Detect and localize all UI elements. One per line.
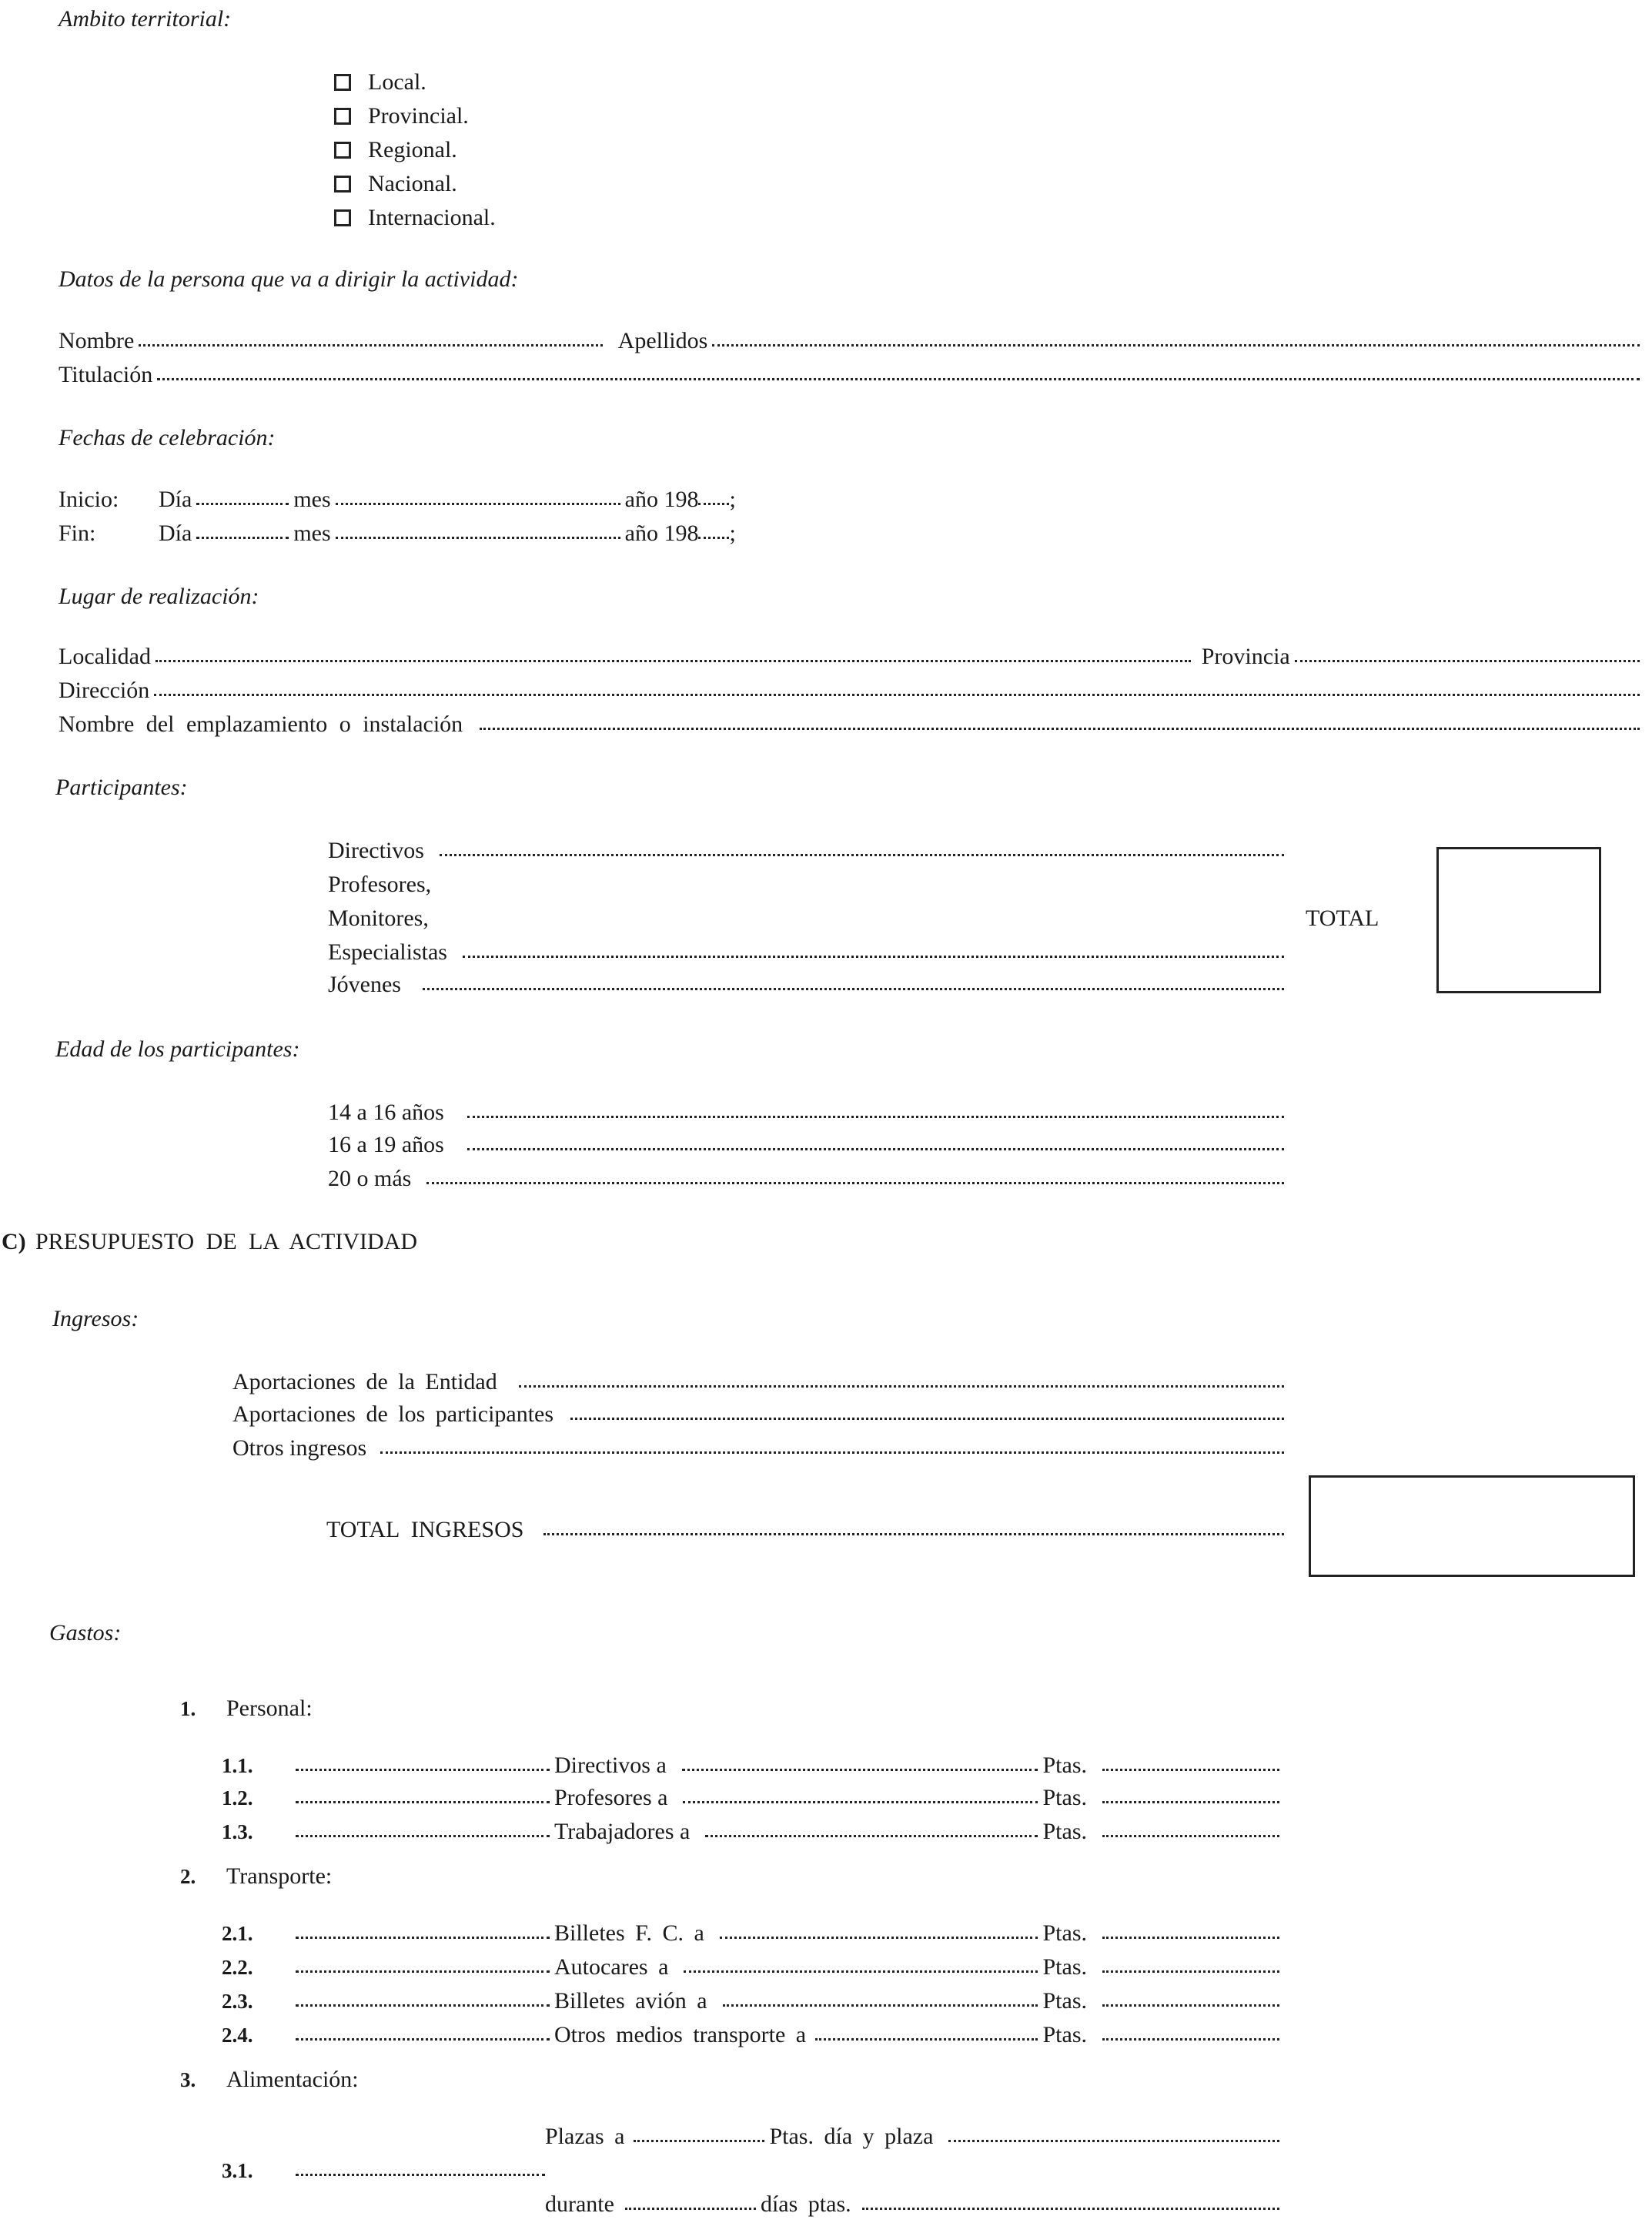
edad-field[interactable] <box>467 1148 1284 1150</box>
gasto-label: Profesores a <box>554 1785 668 1810</box>
gasto-label: Directivos a <box>554 1753 667 1778</box>
jovenes-label: Jóvenes <box>328 972 401 997</box>
especialistas-field[interactable] <box>463 956 1284 958</box>
fin-label: Fin: <box>59 521 96 546</box>
gasto-row <box>222 1819 1284 1845</box>
participantes-heading: Participantes: <box>55 775 188 800</box>
checkbox-icon[interactable] <box>334 108 351 125</box>
total-ingresos-row <box>326 1517 1289 1543</box>
especialistas-row <box>328 939 1289 966</box>
gasto-row <box>222 2022 1284 2048</box>
edad-field[interactable] <box>426 1182 1284 1184</box>
jovenes-row <box>328 972 1289 998</box>
ingreso-field[interactable] <box>380 1451 1284 1454</box>
localidad-field[interactable] <box>156 660 1191 662</box>
localidad-row <box>59 644 1644 670</box>
director-heading: Datos de la persona que va a dirigir la actividad: <box>59 266 519 292</box>
titulacion-row <box>59 362 1644 388</box>
alimentacion-title: Alimentación: <box>226 2067 359 2092</box>
directivos-field[interactable] <box>440 854 1284 856</box>
alimentacion-plazas-row <box>545 2124 1284 2150</box>
edad-row <box>328 1132 1289 1158</box>
gasto-row <box>222 1920 1284 1947</box>
ingreso-label: Otros ingresos <box>232 1435 367 1461</box>
ptas-label: Ptas. <box>1042 1819 1087 1844</box>
gasto-qty-field[interactable] <box>296 2004 550 2007</box>
direccion-label: Dirección <box>59 678 150 703</box>
gasto-row <box>222 1954 1284 1980</box>
especialistas-label: Especialistas <box>328 939 447 965</box>
gasto-label: Autocares a <box>554 1954 669 1980</box>
fin-dia-field[interactable] <box>196 537 289 539</box>
provincia-label: Provincia <box>1201 644 1290 669</box>
gasto-label: Billetes F. C. a <box>554 1920 704 1946</box>
edad-heading: Edad de los participantes: <box>55 1036 300 1062</box>
jovenes-field[interactable] <box>423 988 1284 990</box>
section-title: PRESUPUESTO DE LA ACTIVIDAD <box>35 1229 417 1254</box>
gasto-total-field[interactable] <box>1102 1769 1279 1771</box>
total-ingresos-box[interactable] <box>1309 1475 1635 1577</box>
edad-row <box>328 1100 1289 1126</box>
gasto-total-field[interactable] <box>1102 1801 1279 1803</box>
mes-label: mes <box>293 521 331 546</box>
titulacion-field[interactable] <box>157 378 1640 380</box>
nombre-field[interactable] <box>139 344 602 347</box>
ambito-option-local[interactable]: Local. <box>334 69 426 95</box>
ambito-heading: Ambito territorial: <box>59 6 232 32</box>
participantes-total-label: TOTAL <box>1306 906 1379 931</box>
alimentacion-qty-field[interactable] <box>296 2174 545 2176</box>
direccion-row <box>59 678 1644 704</box>
ambito-option-internacional[interactable]: Internacional. <box>334 205 496 231</box>
dia-label: Día <box>159 487 192 512</box>
gasto-label: Billetes avión a <box>554 1988 707 2014</box>
fecha-fin-row: Fin: Día mes año 198 ; <box>59 521 736 546</box>
section-c-heading <box>2 1229 417 1255</box>
transporte-heading <box>180 1863 332 1890</box>
gasto-row <box>222 1785 1284 1811</box>
section-letter: C) <box>2 1229 26 1254</box>
gasto-price-field[interactable] <box>815 2038 1038 2041</box>
gasto-total-field[interactable] <box>1102 2004 1279 2007</box>
edad-field[interactable] <box>467 1116 1284 1118</box>
ingreso-row <box>232 1435 1289 1461</box>
alimentacion-item-row <box>222 2159 545 2183</box>
ambito-option-regional[interactable]: Regional. <box>334 137 457 163</box>
inicio-dia-field[interactable] <box>196 503 289 505</box>
nombre-label: Nombre <box>59 328 135 353</box>
edad-row <box>328 1166 1289 1192</box>
ingreso-field[interactable] <box>519 1385 1284 1388</box>
provincia-field[interactable] <box>1295 660 1640 662</box>
inicio-ano-field[interactable] <box>698 503 729 505</box>
ptas-label: Ptas. <box>1042 2022 1087 2047</box>
fechas-heading: Fechas de celebración: <box>59 425 276 450</box>
ptas-dia-label: Ptas. día y plaza <box>769 2124 934 2149</box>
edad-label: 14 a 16 años <box>328 1100 444 1125</box>
gasto-qty-field[interactable] <box>296 2038 550 2041</box>
gasto-num: 2.4. <box>222 2024 253 2047</box>
localidad-label: Localidad <box>59 644 151 669</box>
ano-label: año 198 <box>624 487 699 512</box>
dias-ptas-label: días ptas. <box>760 2191 851 2217</box>
direccion-field[interactable] <box>154 694 1640 696</box>
personal-title: Personal: <box>226 1696 313 1721</box>
total-ingresos-label: TOTAL INGRESOS <box>326 1517 524 1542</box>
ptas-label: Ptas. <box>1042 1988 1087 2014</box>
durante-label: durante <box>545 2191 614 2217</box>
inicio-mes-field[interactable] <box>336 503 620 505</box>
directivos-row <box>328 838 1289 864</box>
gasto-qty-field[interactable] <box>296 1801 550 1803</box>
gasto-num: 2.2. <box>222 1956 253 1979</box>
edad-label: 16 a 19 años <box>328 1132 444 1157</box>
gasto-price-field[interactable] <box>723 2004 1038 2007</box>
gasto-qty-field[interactable] <box>296 1937 550 1939</box>
fecha-inicio-row: Inicio: Día mes año 198 ; <box>59 487 736 512</box>
ingresos-heading: Ingresos: <box>52 1306 139 1331</box>
gasto-num: 1.2. <box>222 1786 253 1810</box>
gasto-row <box>222 1988 1284 2014</box>
ingreso-label: Aportaciones de la Entidad <box>232 1369 497 1394</box>
director-name-row <box>59 328 1644 354</box>
monitores-label: Monitores, <box>328 906 429 931</box>
total-ingresos-field[interactable] <box>543 1533 1284 1535</box>
gasto-num: 3.1. <box>222 2159 253 2182</box>
alimentacion-durante-row <box>545 2191 1284 2218</box>
ambito-option-provincial[interactable]: Provincial. <box>334 103 469 129</box>
gasto-row <box>222 1753 1284 1779</box>
gasto-qty-field[interactable] <box>296 1769 550 1771</box>
checkbox-icon[interactable] <box>334 142 351 159</box>
ptas-label: Ptas. <box>1042 1920 1087 1946</box>
durante-total-field[interactable] <box>862 2208 1279 2210</box>
checkbox-icon[interactable] <box>334 209 351 226</box>
checkbox-icon[interactable] <box>334 74 351 91</box>
emplazamiento-field[interactable] <box>480 728 1640 730</box>
gasto-price-field[interactable] <box>683 1801 1038 1803</box>
gastos-heading: Gastos: <box>49 1620 122 1645</box>
emplazamiento-label: Nombre del emplazamiento o instalación <box>59 711 463 737</box>
gasto-qty-field[interactable] <box>296 1835 550 1837</box>
gasto-total-field[interactable] <box>1102 2038 1279 2041</box>
transporte-num: 2. <box>180 1865 196 1888</box>
lugar-heading: Lugar de realización: <box>59 584 259 609</box>
directivos-label: Directivos <box>328 838 424 863</box>
gasto-total-field[interactable] <box>1102 1937 1279 1939</box>
plazas-label: Plazas a <box>545 2124 625 2149</box>
mes-label: mes <box>293 487 331 512</box>
gasto-total-field[interactable] <box>1102 1835 1279 1837</box>
participantes-total-box[interactable] <box>1436 847 1601 993</box>
ano-label: año 198 <box>624 521 699 546</box>
alimentacion-heading <box>180 2067 359 2093</box>
checkbox-icon[interactable] <box>334 176 351 193</box>
ingreso-row <box>232 1401 1289 1428</box>
gasto-label: Otros medios transporte a <box>554 2022 807 2047</box>
durante-days-field[interactable] <box>625 2208 756 2210</box>
profesores-label: Profesores, <box>328 872 432 897</box>
gasto-price-field[interactable] <box>682 1769 1038 1771</box>
ingreso-row <box>232 1369 1289 1395</box>
alimentacion-num: 3. <box>180 2068 196 2091</box>
plazas-total-field[interactable] <box>948 2140 1279 2142</box>
dia-label: Día <box>159 521 192 546</box>
gasto-num: 2.1. <box>222 1922 253 1945</box>
gasto-qty-field[interactable] <box>296 1970 550 1973</box>
plazas-price-field[interactable] <box>634 2140 764 2142</box>
ingreso-field[interactable] <box>570 1418 1284 1420</box>
personal-num: 1. <box>180 1697 196 1720</box>
ptas-label: Ptas. <box>1042 1954 1087 1980</box>
apellidos-label: Apellidos <box>617 328 708 353</box>
personal-heading <box>180 1696 313 1722</box>
gasto-price-field[interactable] <box>684 1970 1038 1973</box>
fin-mes-field[interactable] <box>336 537 620 539</box>
edad-label: 20 o más <box>328 1166 412 1191</box>
gasto-num: 1.1. <box>222 1754 253 1777</box>
emplazamiento-row <box>59 711 1644 738</box>
gasto-price-field[interactable] <box>720 1937 1038 1939</box>
inicio-label: Inicio: <box>59 487 119 512</box>
ptas-label: Ptas. <box>1042 1753 1087 1778</box>
gasto-total-field[interactable] <box>1102 1970 1279 1973</box>
apellidos-field[interactable] <box>712 344 1640 347</box>
gasto-label: Trabajadores a <box>554 1819 691 1844</box>
ambito-option-nacional[interactable]: Nacional. <box>334 171 457 197</box>
titulacion-label: Titulación <box>59 362 153 387</box>
gasto-num: 2.3. <box>222 1990 253 2013</box>
fin-ano-field[interactable] <box>698 537 729 539</box>
transporte-title: Transporte: <box>226 1863 333 1889</box>
ptas-label: Ptas. <box>1042 1785 1087 1810</box>
ingreso-label: Aportaciones de los participantes <box>232 1401 554 1427</box>
gasto-num: 1.3. <box>222 1820 253 1843</box>
gasto-price-field[interactable] <box>705 1835 1038 1837</box>
